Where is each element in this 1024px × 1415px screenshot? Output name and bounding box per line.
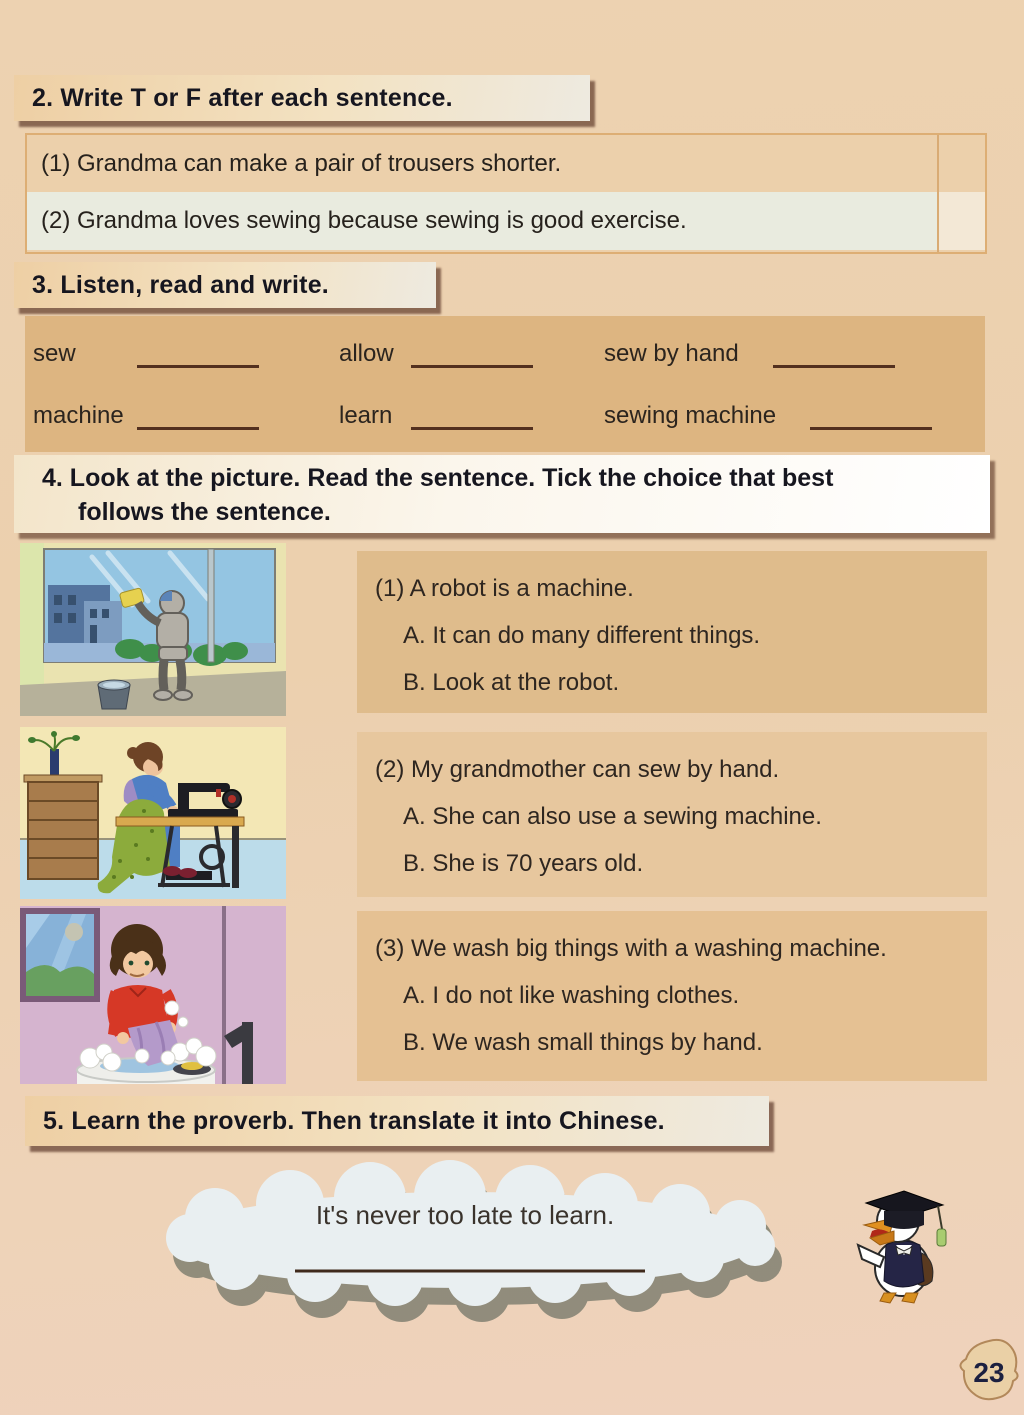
- section3-title: 3. Listen, read and write.: [32, 270, 329, 299]
- section2-title: 2. Write T or F after each sentence.: [32, 83, 453, 112]
- word-label: sew: [33, 339, 76, 367]
- question-2-prompt: (2) My grandmother can sew by hand.: [375, 755, 780, 783]
- write-blank-sew-by-hand[interactable]: [773, 339, 895, 368]
- question-2-option-b[interactable]: B. She is 70 years old.: [403, 849, 644, 877]
- sentence-row: [27, 192, 985, 250]
- sentence-row: [27, 135, 985, 192]
- question-3-option-a[interactable]: A. I do not like washing clothes.: [403, 981, 740, 1009]
- question-3-option-b[interactable]: B. We wash small things by hand.: [403, 1028, 763, 1056]
- section2-sentence-table: [25, 133, 987, 254]
- listen-write-word-box: [25, 316, 985, 452]
- word-label: learn: [339, 401, 393, 429]
- question-block-1: [357, 551, 987, 713]
- word-item: [596, 339, 985, 368]
- question-1-prompt: (1) A robot is a machine.: [375, 574, 634, 602]
- word-label: sew by hand: [604, 339, 739, 367]
- section5-header: [25, 1096, 769, 1146]
- word-item: [331, 339, 596, 368]
- boy-washing-clothes-illustration: [20, 906, 286, 1084]
- page-number: 23: [973, 1357, 1005, 1388]
- page-number-badge: [959, 1338, 1019, 1407]
- section2-header: [14, 75, 590, 121]
- question-3-prompt: (3) We wash big things with a washing machine.: [375, 934, 887, 962]
- word-label: allow: [339, 339, 394, 367]
- grandma-sewing-machine-illustration: [20, 727, 286, 899]
- question-block-3: [357, 911, 987, 1081]
- word-item: [331, 401, 596, 430]
- proverb-cloud: [95, 1158, 835, 1328]
- section3-header: [14, 262, 436, 308]
- word-item: [25, 339, 331, 368]
- write-blank-learn[interactable]: [411, 401, 533, 430]
- question-1-option-a[interactable]: A. It can do many different things.: [403, 621, 761, 649]
- sentence-1-text: (1) Grandma can make a pair of trousers shorter.: [41, 149, 562, 177]
- write-blank-sew[interactable]: [137, 339, 259, 368]
- answer-column-divider: [937, 135, 939, 252]
- duck-mascot: [850, 1183, 958, 1310]
- section4-header: [14, 455, 990, 533]
- sentence-2-text: (2) Grandma loves sewing because sewing is good exercise.: [41, 207, 687, 234]
- word-label: machine: [33, 401, 124, 429]
- word-label: sewing machine: [604, 401, 777, 429]
- section4-title-line2: follows the sentence.: [78, 498, 331, 526]
- proverb-text: It's never too late to learn.: [315, 1200, 615, 1230]
- word-item: [25, 401, 331, 430]
- write-blank-allow[interactable]: [411, 339, 533, 368]
- true-false-answer-cell-2[interactable]: [939, 192, 985, 250]
- write-blank-sewing-machine[interactable]: [810, 401, 932, 430]
- question-1-option-b[interactable]: B. Look at the robot.: [403, 668, 620, 696]
- section4-title-line1: 4. Look at the picture. Read the sentence. Tick the choice that best: [42, 464, 834, 492]
- question-2-option-a[interactable]: A. She can also use a sewing machine.: [403, 802, 822, 830]
- section5-title: 5. Learn the proverb. Then translate it into Chinese.: [43, 1106, 665, 1135]
- true-false-answer-cell-1[interactable]: [939, 135, 985, 192]
- robot-cleaning-window-illustration: [20, 543, 286, 716]
- question-block-2: [357, 732, 987, 897]
- word-item: [596, 401, 985, 430]
- write-blank-machine[interactable]: [137, 401, 259, 430]
